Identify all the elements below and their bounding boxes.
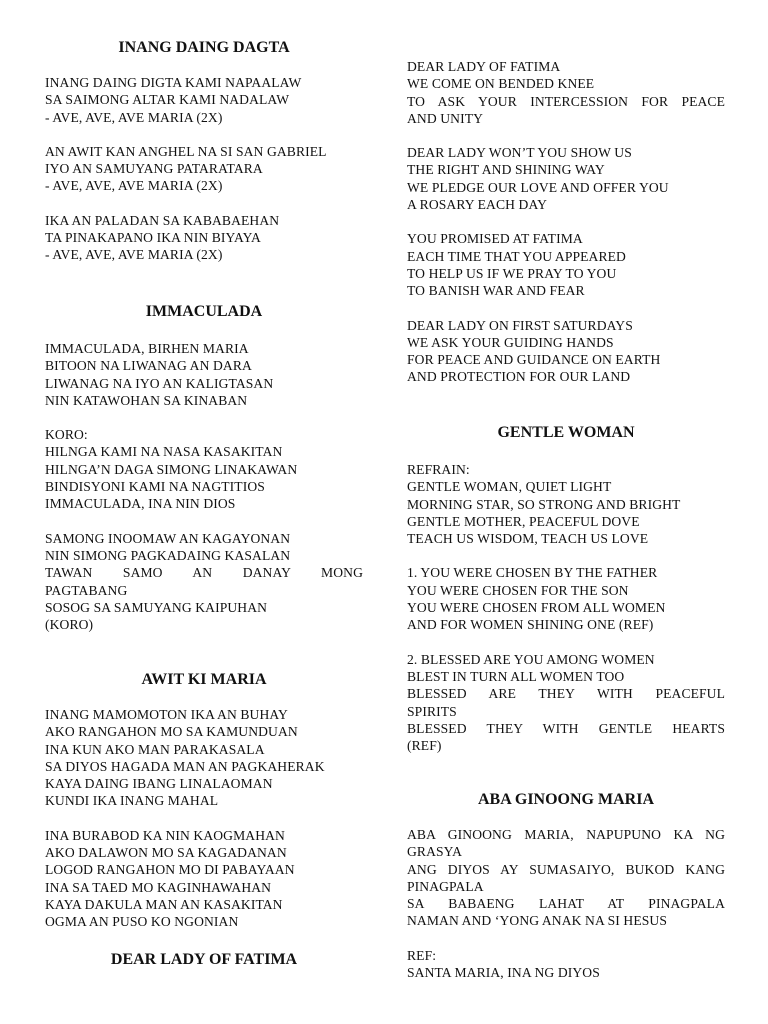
song-title: ABA GINOONG MARIA — [477, 791, 654, 808]
stanza — [45, 706, 363, 810]
song-gentle-woman — [407, 423, 725, 754]
lyric-line: FOR PEACE AND GUIDANCE ON EARTH — [407, 352, 661, 368]
lyric-line: PINAGPALA — [407, 878, 484, 894]
lyric-line: NIN SIMONG PAGKADAING KASALAN — [45, 547, 291, 563]
lyric-line: DEAR LADY OF FATIMA — [407, 59, 561, 74]
lyric-line: SAMONG INOOMAW AN KAGAYONAN — [45, 530, 291, 546]
lyric-line: AKO RANGAHON MO SA KAMUNDUAN — [45, 724, 298, 740]
song-aba-ginoong-maria — [407, 790, 725, 981]
lyric-line: GRASYA — [407, 844, 462, 860]
song-title: AWIT KI MARIA — [141, 671, 267, 688]
lyric-line: SOSOG SA SAMUYANG KAIPUHAN — [45, 599, 268, 615]
lyric-line: HILNGA’N DAGA SIMONG LINAKAWAN — [45, 461, 298, 477]
song-title: INANG DAING DAGTA — [118, 39, 290, 56]
lyric-line: - AVE, AVE, AVE MARIA (2X) — [45, 247, 223, 263]
lyric-line: BITOON NA LIWANAG AN DARA — [45, 358, 252, 374]
song-title: DEAR LADY OF FATIMA — [110, 951, 298, 968]
lyric-line: GENTLE MOTHER, PEACEFUL DOVE — [407, 513, 640, 529]
lyric-line: (KORO) — [45, 617, 94, 633]
lyric-line: KUNDI IKA INANG MAHAL — [45, 793, 219, 809]
lyric-line: INA BURABOD KA NIN KAOGMAHAN — [45, 827, 285, 843]
stanza — [407, 58, 725, 127]
stanza — [45, 340, 363, 409]
lyric-line: INANG DAING DIGTA KAMI NAPAALAW — [45, 75, 302, 90]
lyric-line: TAWAN SAMO AN DANAY MONG — [45, 565, 363, 581]
stanza — [407, 564, 725, 633]
lyric-line: SA SAIMONG ALTAR KAMI NADALAW — [45, 92, 290, 108]
lyric-line: PAGTABANG — [45, 582, 128, 598]
lyric-line: ANG DIYOS AY SUMASAIYO, BUKOD KANG — [407, 861, 725, 877]
lyric-line: INA KUN AKO MAN PARAKASALA — [45, 741, 265, 757]
lyric-line: BLESSED THEY WITH GENTLE HEARTS — [407, 720, 725, 736]
lyric-line: YOU WERE CHOSEN FOR THE SON — [407, 582, 629, 598]
stanza — [407, 651, 725, 755]
stanza — [45, 74, 363, 126]
lyric-line: THE RIGHT AND SHINING WAY — [407, 162, 605, 178]
refrain-label: REFRAIN: — [407, 462, 470, 477]
lyric-line: IMMACULADA, INA NIN DIOS — [45, 496, 236, 512]
lyric-line: AND PROTECTION FOR OUR LAND — [407, 369, 631, 385]
lyric-line: OGMA AN PUSO KO NGONIAN — [45, 914, 239, 930]
stanza — [407, 826, 725, 930]
lyric-line: WE COME ON BENDED KNEE — [407, 76, 595, 92]
song-title: IMMACULADA — [145, 303, 263, 320]
lyric-line: IYO AN SAMUYANG PATARATARA — [45, 161, 263, 177]
lyric-line: KAYA DAING IBANG LINALAOMAN — [45, 776, 273, 792]
lyric-line: IKA AN PALADAN SA KABABAEHAN — [45, 212, 280, 228]
song-inang-daing-dagta — [45, 38, 363, 264]
stanza — [407, 230, 725, 299]
lyric-line: MORNING STAR, SO STRONG AND BRIGHT — [407, 496, 681, 512]
lyric-line: YOU PROMISED AT FATIMA — [407, 231, 583, 247]
lyric-line: DEAR LADY WON’T YOU SHOW US — [407, 145, 632, 161]
lyric-line: WE ASK YOUR GUIDING HANDS — [407, 334, 614, 350]
lyric-line: LIWANAG NA IYO AN KALIGTASAN — [45, 375, 274, 391]
lyric-line: 1. YOU WERE CHOSEN BY THE FATHER — [407, 565, 658, 581]
lyric-line: ABA GINOONG MARIA, NAPUPUNO KA NG — [407, 827, 725, 842]
lyric-line: SA DIYOS HAGADA MAN AN PAGKAHERAK — [45, 758, 325, 774]
stanza-refrain — [407, 461, 725, 547]
lyric-line: TEACH US WISDOM, TEACH US LOVE — [407, 531, 649, 547]
lyric-line: GENTLE WOMAN, QUIET LIGHT — [407, 479, 612, 495]
lyric-line: AKO DALAWON MO SA KAGADANAN — [45, 845, 287, 861]
lyric-line: A ROSARY EACH DAY — [407, 197, 548, 213]
lyric-line: INA SA TAED MO KAGINHAWAHAN — [45, 879, 272, 895]
lyric-line: BINDISYONI KAMI NA NAGTITIOS — [45, 479, 265, 495]
lyric-line: - AVE, AVE, AVE MARIA (2X) — [45, 109, 223, 125]
stanza-chorus — [45, 426, 363, 512]
lyric-line: (REF) — [407, 738, 442, 754]
lyric-line: - AVE, AVE, AVE MARIA (2X) — [45, 178, 223, 194]
lyric-line: WE PLEDGE OUR LOVE AND OFFER YOU — [407, 179, 669, 195]
song-awit-ki-maria — [45, 670, 363, 931]
lyric-line: AND FOR WOMEN SHINING ONE (REF) — [407, 617, 654, 633]
lyric-line: KAYA DAKULA MAN AN KASAKITAN — [45, 896, 283, 912]
lyric-line: LOGOD RANGAHON MO DI PABAYAAN — [45, 862, 295, 878]
song-title: GENTLE WOMAN — [497, 424, 635, 441]
lyric-line: NIN KATAWOHAN SA KINABAN — [45, 392, 248, 408]
lyric-line: SA BABAENG LAHAT AT PINAGPALA — [407, 896, 725, 912]
lyric-line: BLEST IN TURN ALL WOMEN TOO — [407, 668, 625, 684]
stanza — [45, 143, 363, 195]
song-dear-lady-of-fatima-lyrics — [407, 58, 725, 386]
lyric-line: YOU WERE CHOSEN FROM ALL WOMEN — [407, 600, 666, 616]
lyric-line: TA PINAKAPANO IKA NIN BIYAYA — [45, 230, 261, 246]
stanza — [45, 530, 363, 634]
lyric-line: INANG MAMOMOTON IKA AN BUHAY — [45, 707, 288, 722]
stanza — [407, 317, 725, 386]
lyric-line: AND UNITY — [407, 110, 484, 126]
lyric-line: BLESSED ARE THEY WITH PEACEFUL — [407, 686, 725, 702]
lyric-line: 2. BLESSED ARE YOU AMONG WOMEN — [407, 651, 655, 667]
lyric-line: IMMACULADA, BIRHEN MARIA — [45, 341, 249, 356]
stanza — [45, 212, 363, 264]
stanza — [45, 827, 363, 931]
refrain-label: REF: — [407, 947, 437, 963]
lyric-line: HILNGA KAMI NA NASA KASAKITAN — [45, 444, 283, 460]
song-immaculada — [45, 302, 363, 633]
lyric-line: TO BANISH WAR AND FEAR — [407, 283, 585, 299]
song-dear-lady-of-fatima — [45, 950, 363, 970]
stanza — [407, 144, 725, 213]
lyric-line: TO ASK YOUR INTERCESSION FOR PEACE — [407, 93, 725, 109]
lyric-line: DEAR LADY ON FIRST SATURDAYS — [407, 317, 633, 333]
stanza-refrain — [407, 947, 725, 982]
lyric-line: AN AWIT KAN ANGHEL NA SI SAN GABRIEL — [45, 143, 327, 159]
lyric-line: NAMAN AND ‘YONG ANAK NA SI HESUS — [407, 913, 667, 929]
chorus-label: KORO: — [45, 427, 88, 443]
lyric-line: SPIRITS — [407, 703, 457, 719]
lyric-line: TO HELP US IF WE PRAY TO YOU — [407, 265, 617, 281]
lyric-line: SANTA MARIA, INA NG DIYOS — [407, 965, 600, 981]
lyric-line: EACH TIME THAT YOU APPEARED — [407, 248, 626, 264]
